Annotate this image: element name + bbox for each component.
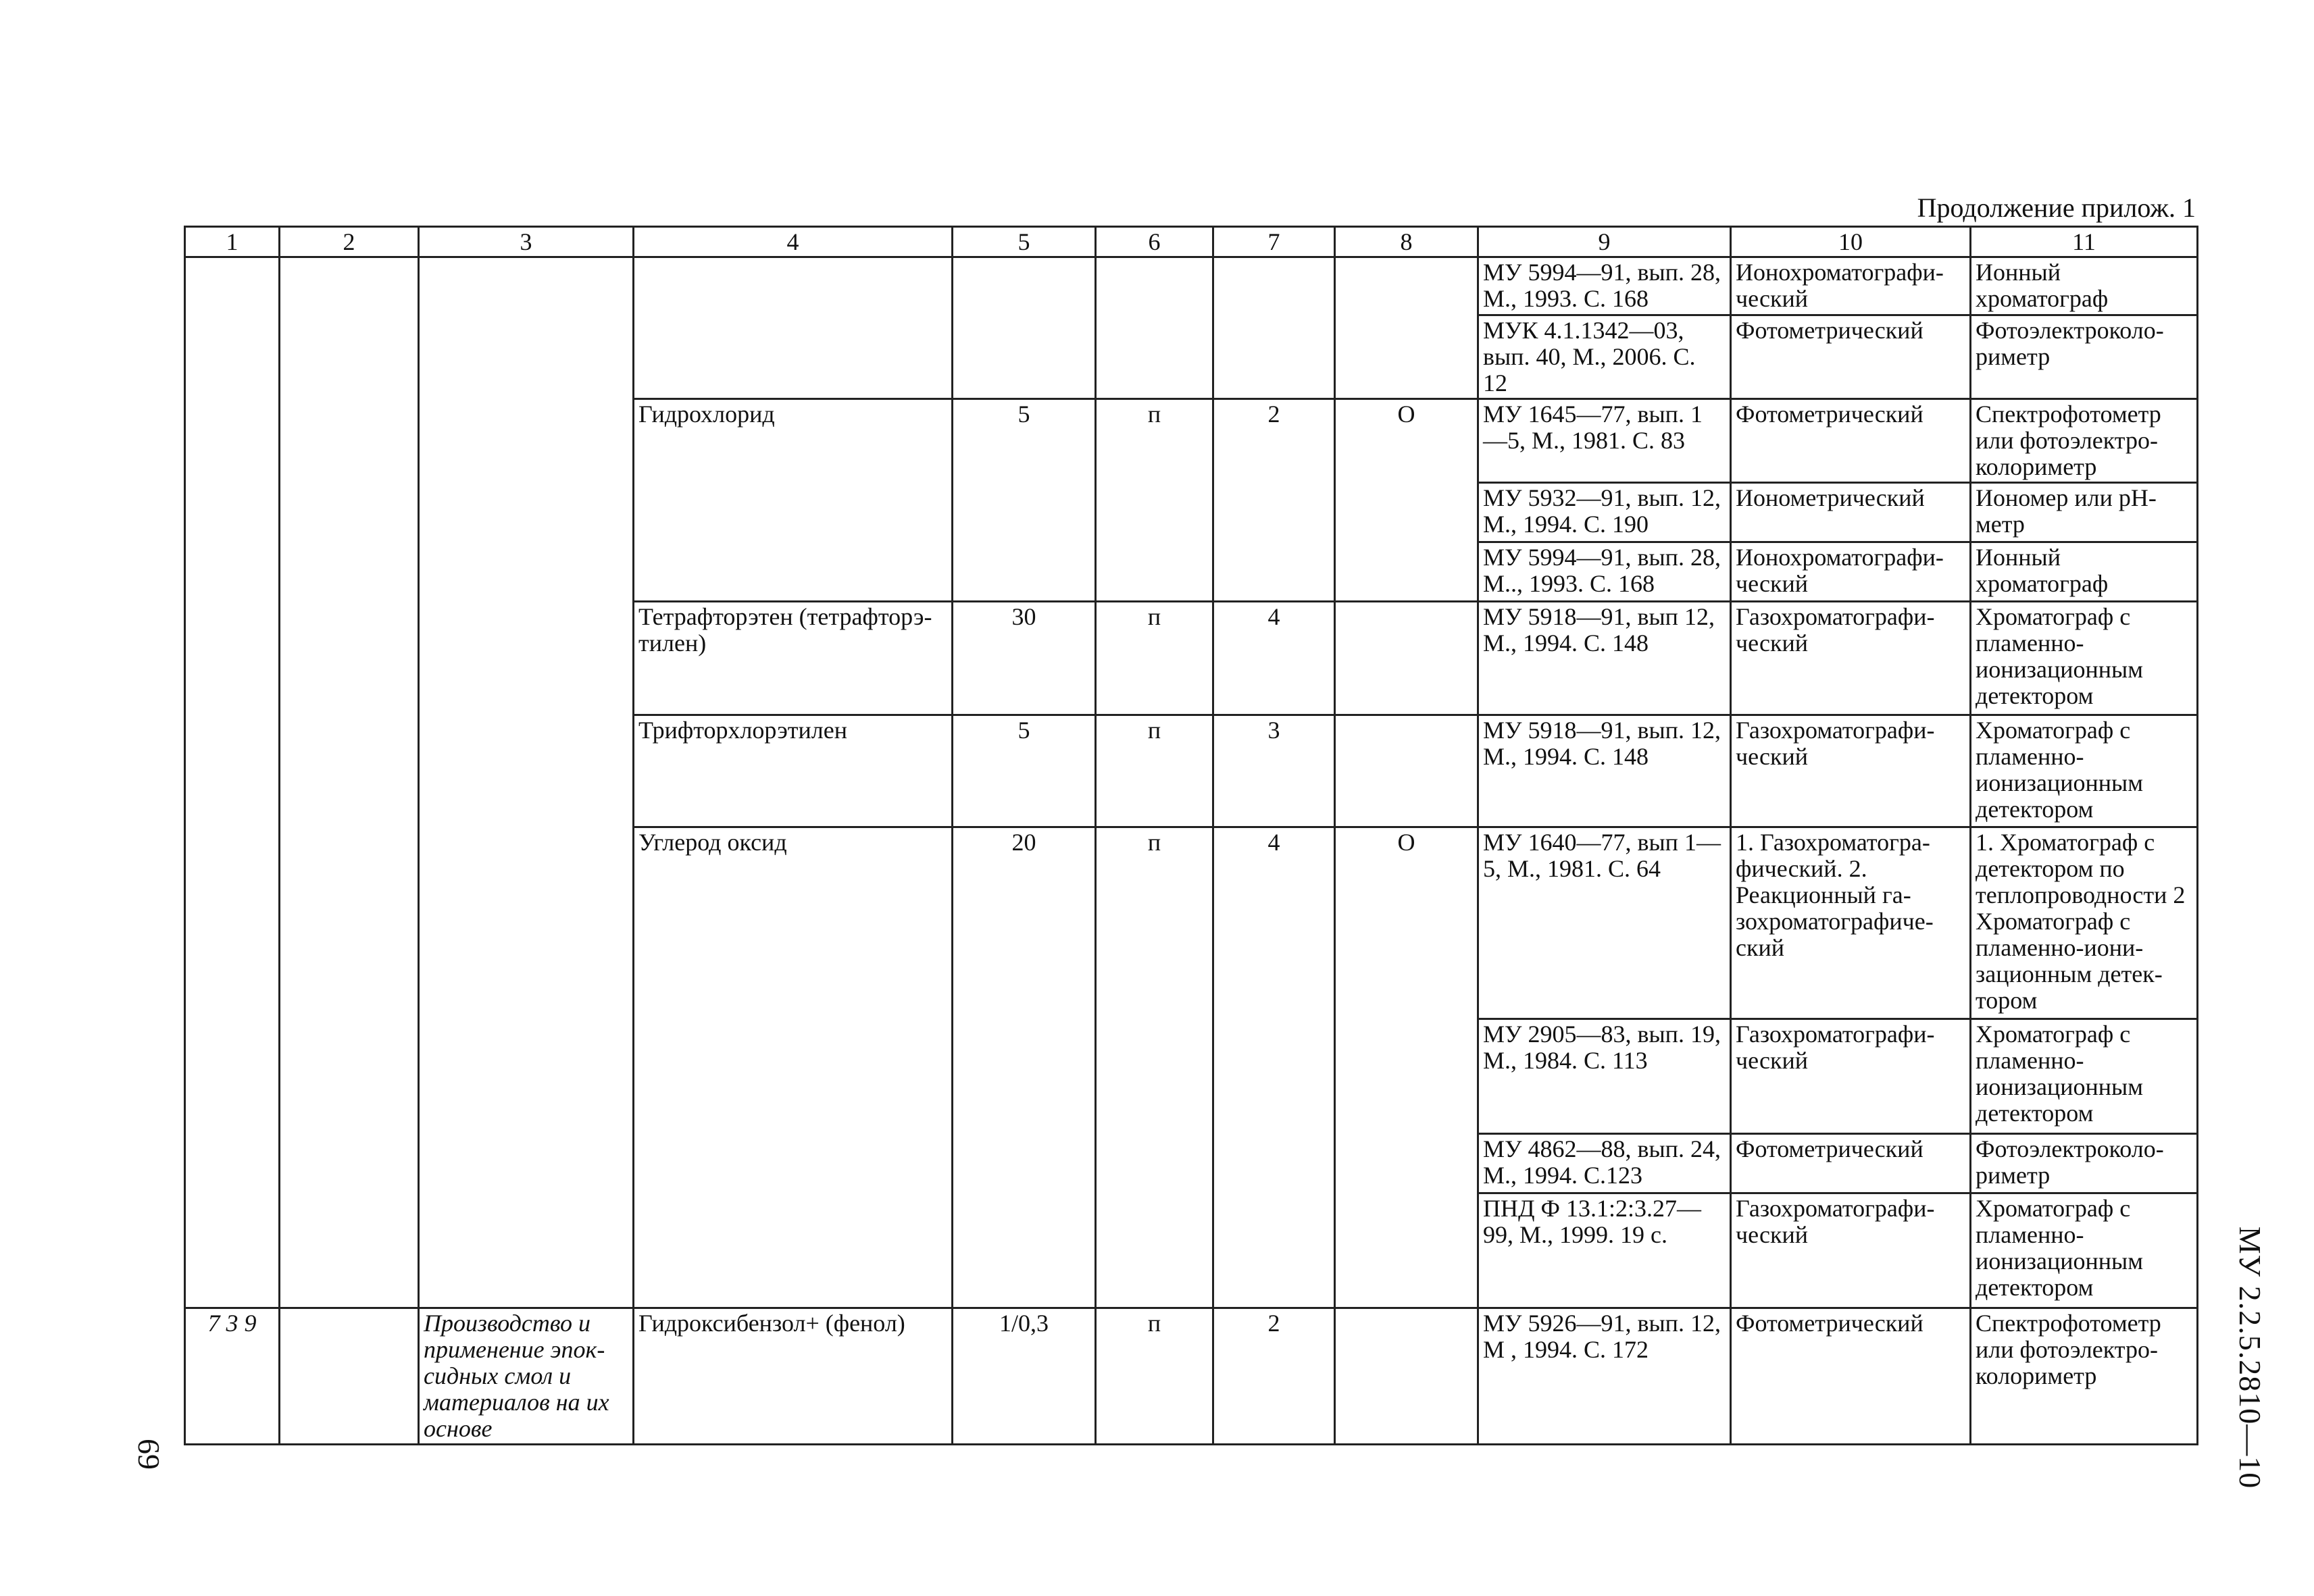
cell-hazard: 3	[1213, 715, 1335, 827]
cell-method-doc: МУ 2905—83, вып. 19, М., 1984. С. 113	[1478, 1019, 1731, 1134]
cell-method-doc: МУ 5994—91, вып. 28, М., 1993. С. 168	[1478, 257, 1731, 315]
cell-device: Иономер или pH-метр	[1971, 483, 2198, 542]
header-cell: 11	[1971, 227, 2198, 257]
header-cell: 8	[1335, 227, 1478, 257]
cell-substance	[634, 257, 953, 399]
cell-hazard: 4	[1213, 827, 1335, 1308]
cell-method-doc: МУ 5918—91, вып 12, М., 1994. С. 148	[1478, 602, 1731, 715]
cell-device: Хроматограф с пламенно-ионизационным детектором	[1971, 1193, 2198, 1308]
table-header-row	[185, 227, 2198, 257]
cell-substance: Тетрафторэтен (тетрафторэ-тилен)	[634, 602, 953, 715]
cell-method-doc: МУ 5926—91, вып. 12, М , 1994. С. 172	[1478, 1308, 1731, 1445]
page-number: 69	[132, 1439, 166, 1470]
cell-method-doc: МУ 5918—91, вып. 12, М., 1994. С. 148	[1478, 715, 1731, 827]
header-cell: 5	[953, 227, 1096, 257]
cell-method: Фотометрический	[1731, 399, 1971, 483]
cell-method: Газохроматографи-ческий	[1731, 602, 1971, 715]
cell-pdk	[953, 257, 1096, 399]
cell-feature	[1335, 257, 1478, 399]
header-cell: 7	[1213, 227, 1335, 257]
cell-method: Газохроматографи-ческий	[1731, 1193, 1971, 1308]
cell-method-doc: МУК 4.1.1342—03, вып. 40, М., 2006. С. 12	[1478, 315, 1731, 399]
cell-method-doc: МУ 4862—88, вып. 24, М., 1994. С.123	[1478, 1134, 1731, 1193]
cell-feature	[1335, 602, 1478, 715]
cell-hazard: 2	[1213, 399, 1335, 602]
cell-method: Фотометрический	[1731, 1134, 1971, 1193]
cell-substance: Гидроксибензол+ (фенол)	[634, 1308, 953, 1445]
cell-feature: О	[1335, 827, 1478, 1308]
cell-device: Хроматограф с пламенно-ионизационным детектором	[1971, 715, 2198, 827]
header-cell: 9	[1478, 227, 1731, 257]
cell-production	[419, 257, 634, 1308]
header-cell: 1	[185, 227, 280, 257]
cell-num: 7 3 9	[185, 1308, 280, 1445]
cell-hazard: 2	[1213, 1308, 1335, 1445]
cell-method-doc: МУ 1645—77, вып. 1—5, М., 1981. С. 83	[1478, 399, 1731, 483]
header-cell: 4	[634, 227, 953, 257]
cell-method-doc: МУ 5994—91, вып. 28, М.., 1993. С. 168	[1478, 542, 1731, 602]
cell-state: п	[1096, 1308, 1213, 1445]
cell-substance: Углерод оксид	[634, 827, 953, 1308]
cell-pdk: 5	[953, 399, 1096, 602]
cell-device: Фотоэлектроколо-риметр	[1971, 1134, 2198, 1193]
cell-substance: Гидрохлорид	[634, 399, 953, 602]
cell-num	[185, 257, 280, 1308]
header-cell: 2	[280, 227, 419, 257]
header-cell: 10	[1731, 227, 1971, 257]
cell-pdk: 5	[953, 715, 1096, 827]
cell-device: Спектрофотометр или фотоэлектро-колориметр	[1971, 1308, 2198, 1445]
cell-method: Ионохроматографи-ческий	[1731, 257, 1971, 315]
header-cell: 6	[1096, 227, 1213, 257]
cell-device: Фотоэлектроколо-риметр	[1971, 315, 2198, 399]
cell-pdk: 30	[953, 602, 1096, 715]
cell-feature: О	[1335, 399, 1478, 602]
header-cell: 3	[419, 227, 634, 257]
cell-blank	[280, 257, 419, 1308]
cell-state: п	[1096, 715, 1213, 827]
cell-method-doc: ПНД Ф 13.1:2:3.27—99, М., 1999. 19 с.	[1478, 1193, 1731, 1308]
cell-feature	[1335, 715, 1478, 827]
cell-method: 1. Газохроматогра-фический. 2. Реакционный га-зохроматографиче-ский	[1731, 827, 1971, 1019]
cell-method: Фотометрический	[1731, 1308, 1971, 1445]
cell-state	[1096, 257, 1213, 399]
cell-device: Хроматограф с пламенно-ионизационным детектором	[1971, 1019, 2198, 1134]
cell-hazard	[1213, 257, 1335, 399]
cell-method: Фотометрический	[1731, 315, 1971, 399]
cell-method: Ионометрический	[1731, 483, 1971, 542]
cell-substance: Трифторхлорэтилен	[634, 715, 953, 827]
cell-state: п	[1096, 827, 1213, 1308]
requirements-table	[184, 226, 2198, 1445]
cell-hazard: 4	[1213, 602, 1335, 715]
cell-method-doc: МУ 5932—91, вып. 12, М., 1994. С. 190	[1478, 483, 1731, 542]
document-code: МУ 2.2.5.2810—10	[2233, 1226, 2267, 1489]
cell-device: Хроматограф с пламенно-ионизационным детектором	[1971, 602, 2198, 715]
table-row	[185, 1308, 2198, 1445]
cell-device: Ионный хроматограф	[1971, 542, 2198, 602]
cell-production: Производство и применение эпок-сидных смол и материалов на их основе	[419, 1308, 634, 1445]
cell-method: Газохроматографи-ческий	[1731, 1019, 1971, 1134]
cell-feature	[1335, 1308, 1478, 1445]
cell-method: Ионохроматографи-ческий	[1731, 542, 1971, 602]
table-row	[185, 257, 2198, 315]
cell-pdk: 20	[953, 827, 1096, 1308]
cell-device: Спектрофотометр или фотоэлектро-колориметр	[1971, 399, 2198, 483]
cell-state: п	[1096, 399, 1213, 602]
continuation-caption: Продолжение прилож. 1	[1917, 192, 2196, 223]
cell-state: п	[1096, 602, 1213, 715]
cell-pdk: 1/0,3	[953, 1308, 1096, 1445]
cell-blank	[280, 1308, 419, 1445]
cell-method-doc: МУ 1640—77, вып 1—5, М., 1981. С. 64	[1478, 827, 1731, 1019]
cell-method: Газохроматографи-ческий	[1731, 715, 1971, 827]
cell-device: 1. Хроматограф с детектором по теплопроводности 2 Хроматограф с пламенно-иони-зационным детек-тором	[1971, 827, 2198, 1019]
cell-device: Ионный хроматограф	[1971, 257, 2198, 315]
